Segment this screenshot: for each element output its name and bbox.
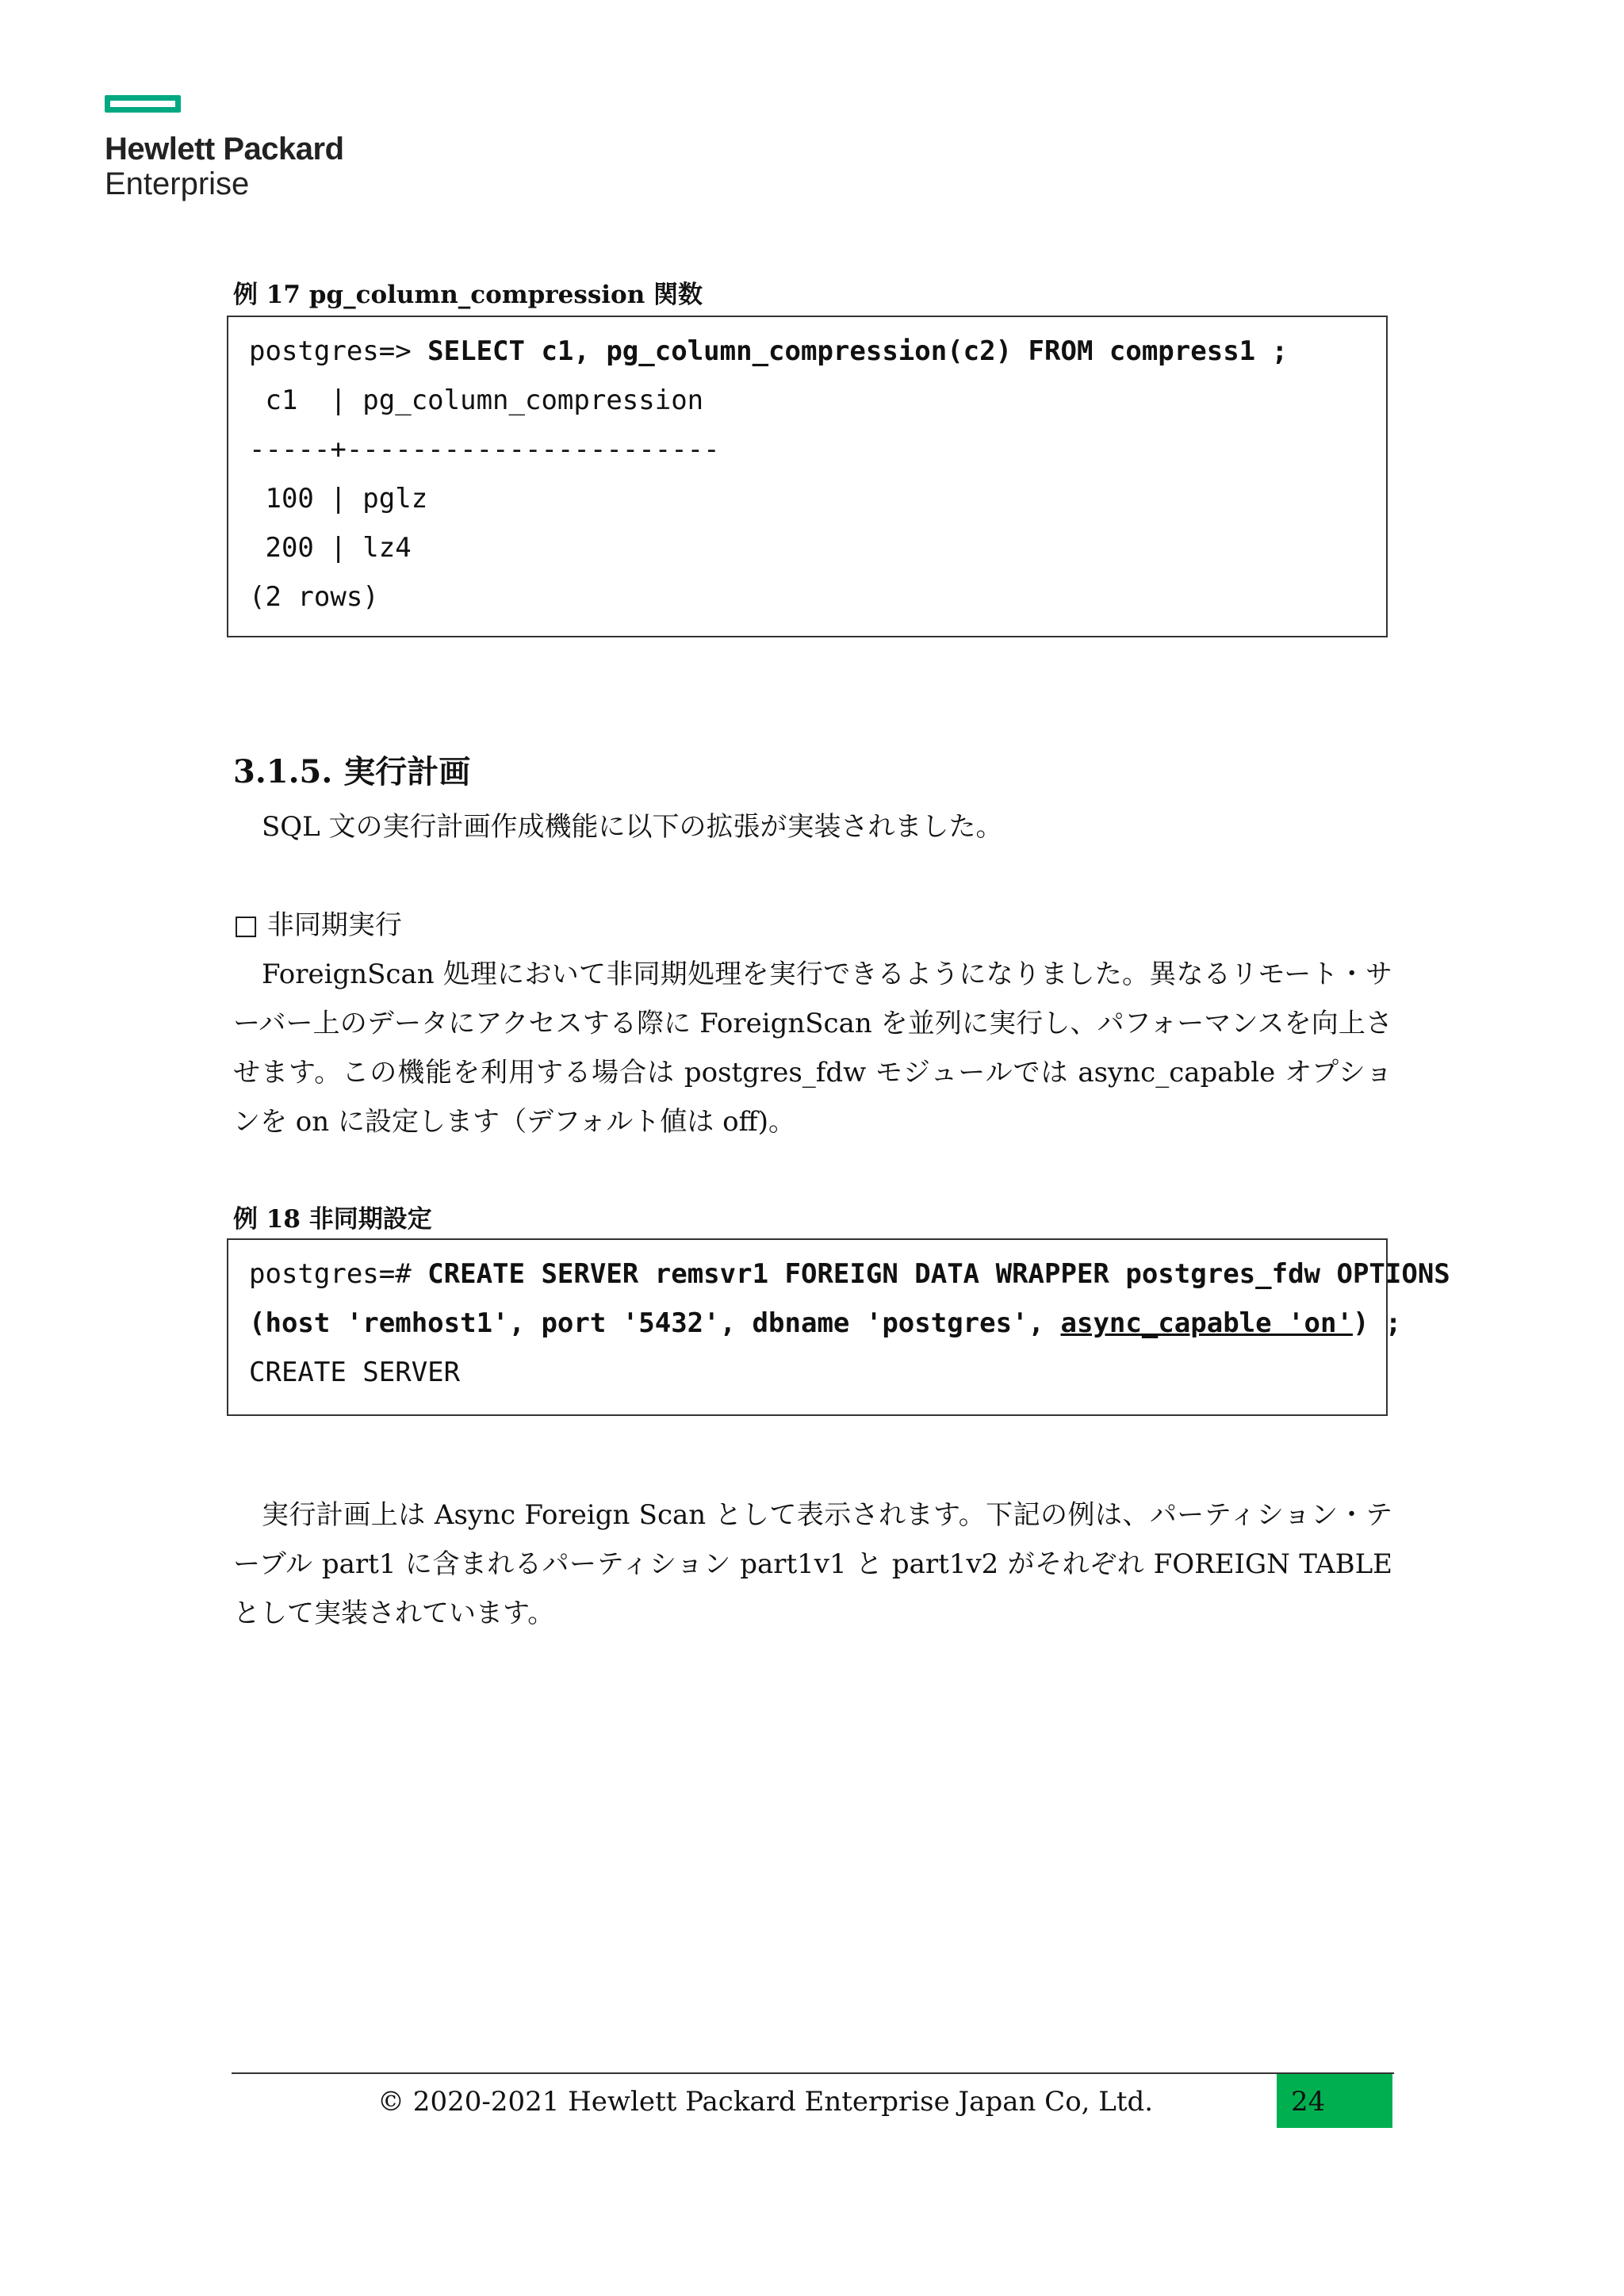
code-line: (2 rows) [249, 581, 379, 613]
async-capable-option: async_capable 'on' [1060, 1307, 1353, 1339]
code-line: 100 | pglz [249, 483, 428, 515]
code-line: 200 | lz4 [249, 532, 412, 564]
code-options-end: ) ; [1352, 1307, 1402, 1339]
page-number-box [1277, 2074, 1392, 2128]
code-command: SELECT c1, pg_column_compression(c2) FROM compress1 ; [427, 335, 1289, 367]
code-line: c1 | pg_column_compression [249, 385, 704, 416]
async-execution-body: ForeignScan 処理において非同期処理を実行できるようになりました。異なるリモート・サーバー上のデータにアクセスする際に ForeignScan を並列に実行し、パフォーマンスを向上させます。この機能を利用する場合は postgres_fdw モジュールでは async_capable オプションを on に設定します（デフォルト値は off)。 [233, 959, 1392, 1138]
code-line [228, 1249, 1450, 1299]
section-heading: 3.1.5. 実行計画 [233, 753, 471, 790]
hpe-logo-rectangle-icon [105, 95, 181, 113]
page-number: 24 [1291, 2086, 1326, 2118]
section-intro: SQL 文の実行計画作成機能に以下の拡張が実装されました。 [262, 811, 1003, 843]
code-command: CREATE SERVER remsvr1 FOREIGN DATA WRAPPER postgres_fdw OPTIONS [427, 1258, 1450, 1290]
hpe-logo [105, 95, 344, 201]
code-line [228, 1299, 1402, 1348]
code-prompt: postgres=# [249, 1258, 428, 1290]
example-17-code-block [227, 316, 1388, 637]
example-18-caption: 例 18 非同期設定 [233, 1205, 432, 1234]
footer-divider [232, 2072, 1394, 2074]
code-line: CREATE SERVER [249, 1357, 461, 1388]
example-18-code-block [227, 1238, 1450, 1416]
example-17-caption: 例 17 pg_column_compression 関数 [233, 281, 703, 309]
logo-text-line1: Hewlett Packard [105, 132, 344, 166]
code-prompt: postgres=> [249, 335, 428, 367]
code-options: (host 'remhost1', port '5432', dbname 'postgres', [249, 1307, 1061, 1339]
closing-paragraph: 実行計画上は Async Foreign Scan として表示されます。下記の例は、パーティション・テーブル part1 に含まれるパーティション part1v1 と part1v2 がそれぞれ FOREIGN TABLE として実装されています。 [233, 1499, 1392, 1629]
footer-copyright: © 2020-2021 Hewlett Packard Enterprise Japan Co, Ltd. [377, 2086, 1154, 2118]
bullet-async-execution: □ 非同期実行 [233, 909, 402, 941]
code-line [228, 327, 1386, 376]
logo-text-line2: Enterprise [105, 166, 250, 201]
code-line: -----+----------------------- [249, 434, 720, 465]
